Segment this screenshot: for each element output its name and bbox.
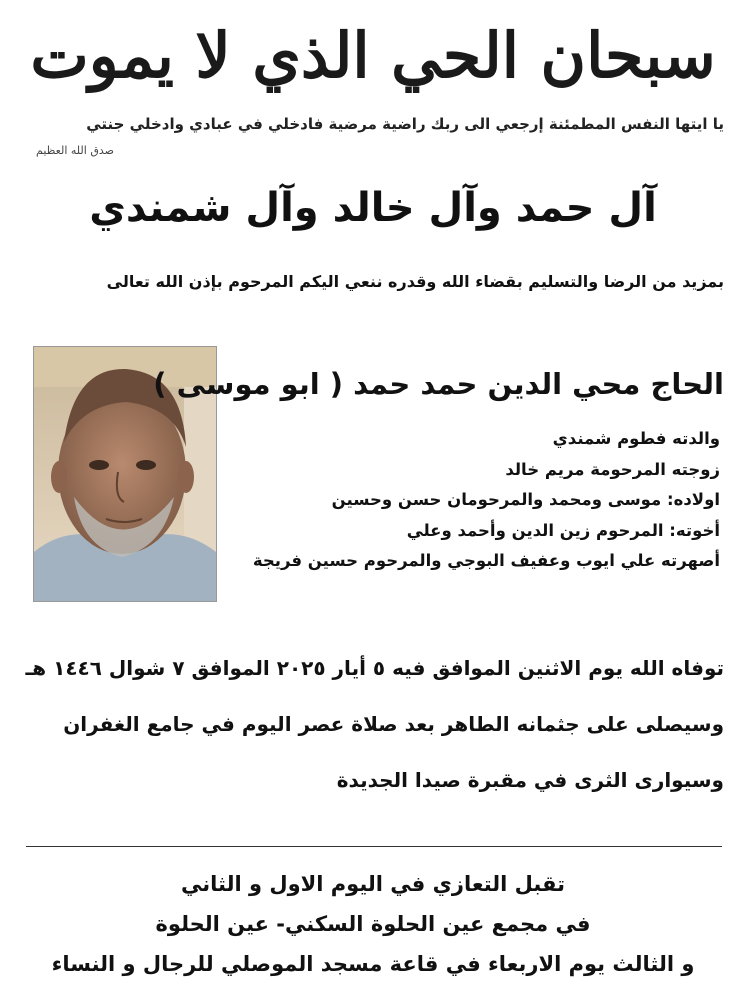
divider bbox=[26, 846, 722, 847]
condolences-days: تقبل التعازي في اليوم الاول و الثاني bbox=[181, 872, 565, 896]
calligraphy-title: سبحان الحي الذي لا يموت bbox=[30, 19, 716, 92]
burial-line: وسيوارى الثرى في مقبرة صيدا الجديدة bbox=[336, 768, 724, 792]
relative-siblings: أخوته: المرحوم زين الدين وأحمد وعلي bbox=[406, 520, 720, 540]
condolences-location: في مجمع عين الحلوة السكني- عين الحلوة bbox=[155, 912, 591, 936]
condolences-info bbox=[0, 864, 746, 984]
relative-wife: زوجته المرحومة مريم خالد bbox=[505, 459, 720, 479]
verse-source: صدق الله العظيم bbox=[36, 144, 114, 157]
condolences-third-day: و الثالث يوم الاربعاء في قاعة مسجد الموصلي للرجال و النساء bbox=[51, 952, 695, 976]
relative-in-laws: أصهرته علي ايوب وعفيف البوجي والمرحوم حسين فريجة bbox=[252, 551, 720, 570]
deceased-name: الحاج محي الدين حمد حمد ( ابو موسى ) bbox=[153, 367, 724, 401]
prayer-line: وسيصلى على جثمانه الطاهر بعد صلاة عصر اليوم في جامع الغفران bbox=[63, 712, 724, 736]
death-date-line: توفاه الله يوم الاثنين الموافق فيه ٥ أيار ٢٠٢٥ الموافق ٧ شوال ١٤٤٦ هـ bbox=[25, 656, 724, 680]
announcement-intro: بمزيد من الرضا والتسليم بقضاء الله وقدره ننعي اليكم المرحوم بإذن الله تعالى bbox=[106, 272, 724, 291]
relatives-list bbox=[240, 424, 720, 577]
quran-verse: يا ايتها النفس المطمئنة إرجعي الى ربك راضية مرضية فادخلي في عبادي وادخلي جنتي bbox=[86, 115, 724, 133]
relative-children: اولاده: موسى ومحمد والمرحومان حسن وحسين bbox=[331, 490, 720, 509]
families-heading: آل حمد وآل خالد وآل شمندي bbox=[89, 185, 657, 231]
relative-mother: والدته فطوم شمندي bbox=[552, 429, 720, 448]
funeral-details bbox=[19, 640, 724, 808]
